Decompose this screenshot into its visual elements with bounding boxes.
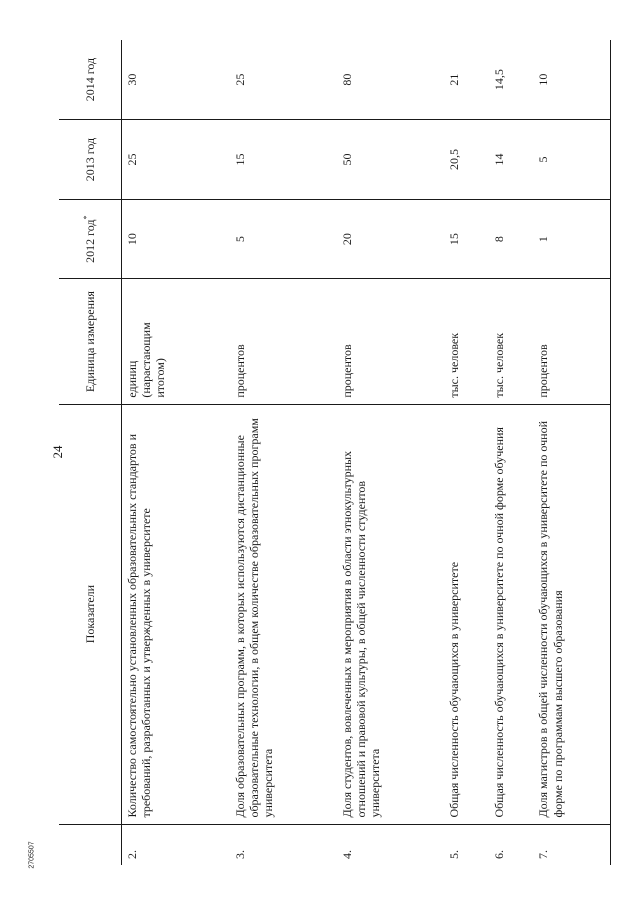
row-unit: тыс. человек bbox=[444, 279, 489, 404]
row-value-2014: 25 bbox=[230, 40, 337, 120]
table-row bbox=[533, 40, 610, 865]
row-number: 6. bbox=[489, 824, 534, 865]
row-number: 2. bbox=[122, 824, 230, 865]
row-indicator-name: Общая численность обучающихся в университете bbox=[444, 404, 489, 824]
row-value-2014: 21 bbox=[444, 40, 489, 120]
row-value-2013: 5 bbox=[533, 120, 610, 200]
header-2014: 2014 год bbox=[59, 40, 122, 120]
document-code: 2705507 bbox=[28, 841, 36, 869]
row-value-2012: 8 bbox=[489, 199, 534, 279]
row-value-2012: 20 bbox=[337, 199, 444, 279]
row-indicator-name: Доля магистров в общей численности обучающихся в университете по очной форме по программам высшего образования bbox=[533, 404, 610, 824]
footnote-mark: * bbox=[82, 215, 92, 220]
page-number: 24 bbox=[50, 445, 65, 459]
row-number: 7. bbox=[533, 824, 610, 865]
header-2013: 2013 год bbox=[59, 120, 122, 200]
row-unit: единиц (нарастающим итогом) bbox=[122, 279, 230, 404]
row-unit: процентов bbox=[230, 279, 337, 404]
row-value-2013: 20,5 bbox=[444, 120, 489, 200]
row-value-2013: 25 bbox=[122, 120, 230, 200]
header-unit: Единица измерения bbox=[59, 279, 122, 404]
table-row bbox=[489, 40, 534, 865]
row-value-2012: 5 bbox=[230, 199, 337, 279]
row-indicator-name: Количество самостоятельно установленных образовательных стандартов и требований, разработанных и утвержденных в университете bbox=[122, 404, 230, 824]
row-unit: процентов bbox=[533, 279, 610, 404]
row-value-2014: 30 bbox=[122, 40, 230, 120]
row-number: 5. bbox=[444, 824, 489, 865]
row-value-2012: 1 bbox=[533, 199, 610, 279]
table-row bbox=[122, 40, 230, 865]
row-value-2013: 14 bbox=[489, 120, 534, 200]
table-header-row bbox=[59, 40, 122, 865]
header-indicators: Показатели bbox=[59, 404, 122, 824]
indicators-table bbox=[59, 40, 611, 865]
table-row bbox=[230, 40, 337, 865]
row-indicator-name: Доля образовательных программ, в которых используются дистанционные образовательные технологии, в общем количестве образовательных программ университета bbox=[230, 404, 337, 824]
row-indicator-name: Доля студентов, вовлеченных в мероприятия в области этнокультурных отношений и правовой культуры, в общей численности студентов университета bbox=[337, 404, 444, 824]
header-2012 bbox=[59, 199, 122, 279]
row-value-2012: 10 bbox=[122, 199, 230, 279]
row-number: 4. bbox=[337, 824, 444, 865]
row-value-2013: 50 bbox=[337, 120, 444, 200]
row-unit: тыс. человек bbox=[489, 279, 534, 404]
header-2012-label: 2012 год bbox=[83, 219, 98, 263]
table-row bbox=[444, 40, 489, 865]
row-value-2014: 14,5 bbox=[489, 40, 534, 120]
rotated-table-container bbox=[59, 40, 611, 865]
row-value-2014: 80 bbox=[337, 40, 444, 120]
row-value-2013: 15 bbox=[230, 120, 337, 200]
row-value-2012: 15 bbox=[444, 199, 489, 279]
table-row bbox=[337, 40, 444, 865]
row-indicator-name: Общая численность обучающихся в университете по очной форме обучения bbox=[489, 404, 534, 824]
header-index bbox=[59, 824, 122, 865]
row-number: 3. bbox=[230, 824, 337, 865]
row-value-2014: 10 bbox=[533, 40, 610, 120]
row-unit: процентов bbox=[337, 279, 444, 404]
